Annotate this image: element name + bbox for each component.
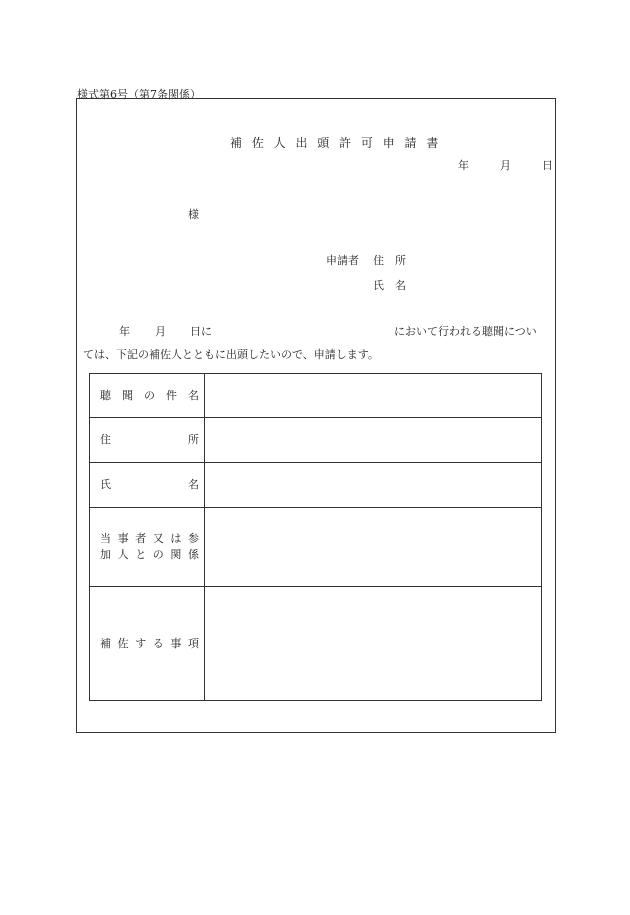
date-year-label: 年 bbox=[458, 159, 469, 172]
assistant-name-label: 氏 名 bbox=[90, 463, 205, 508]
body-line1-end: において行われる聴聞につい bbox=[394, 325, 537, 338]
hearing-title-label: 聴 聞 の 件 名 bbox=[90, 374, 205, 418]
body-year-label: 年 bbox=[119, 325, 130, 338]
assistant-address-label: 住 所 bbox=[90, 418, 205, 463]
hearing-title-field[interactable] bbox=[205, 374, 542, 418]
date-day-label: 日 bbox=[542, 159, 553, 172]
table-row-relationship bbox=[90, 508, 542, 587]
applicant-address-label: 住 所 bbox=[373, 254, 406, 267]
applicant-name-label: 氏 名 bbox=[373, 279, 406, 292]
assist-matters-label: 補 佐 す る 事 項 bbox=[90, 587, 205, 701]
addressee-suffix: 様 bbox=[188, 208, 199, 221]
table-row-name bbox=[90, 463, 542, 508]
table-row-address bbox=[90, 418, 542, 463]
relationship-label: 当 事 者 又 は 参 加 人 と の 関 係 bbox=[90, 508, 205, 587]
assist-matters-field[interactable] bbox=[205, 587, 542, 701]
application-date bbox=[458, 157, 553, 173]
details-table bbox=[89, 373, 542, 701]
table-row-assist-matters bbox=[90, 587, 542, 701]
body-line2: ては、下記の補佐人とともに出頭したいので、申請します。 bbox=[83, 348, 379, 361]
assistant-name-field[interactable] bbox=[205, 463, 542, 508]
relationship-field[interactable] bbox=[205, 508, 542, 587]
form-title: 補 佐 人 出 頭 許 可 申 請 書 bbox=[230, 136, 442, 150]
body-month-label: 月 bbox=[155, 325, 166, 338]
assistant-address-field[interactable] bbox=[205, 418, 542, 463]
body-day-label: 日に bbox=[190, 325, 212, 338]
applicant-label: 申請者 bbox=[326, 254, 359, 267]
table-row-hearing-title bbox=[90, 374, 542, 418]
form-number-label: 様式第6号（第7条関係） bbox=[77, 88, 201, 101]
date-month-label: 月 bbox=[500, 159, 511, 172]
